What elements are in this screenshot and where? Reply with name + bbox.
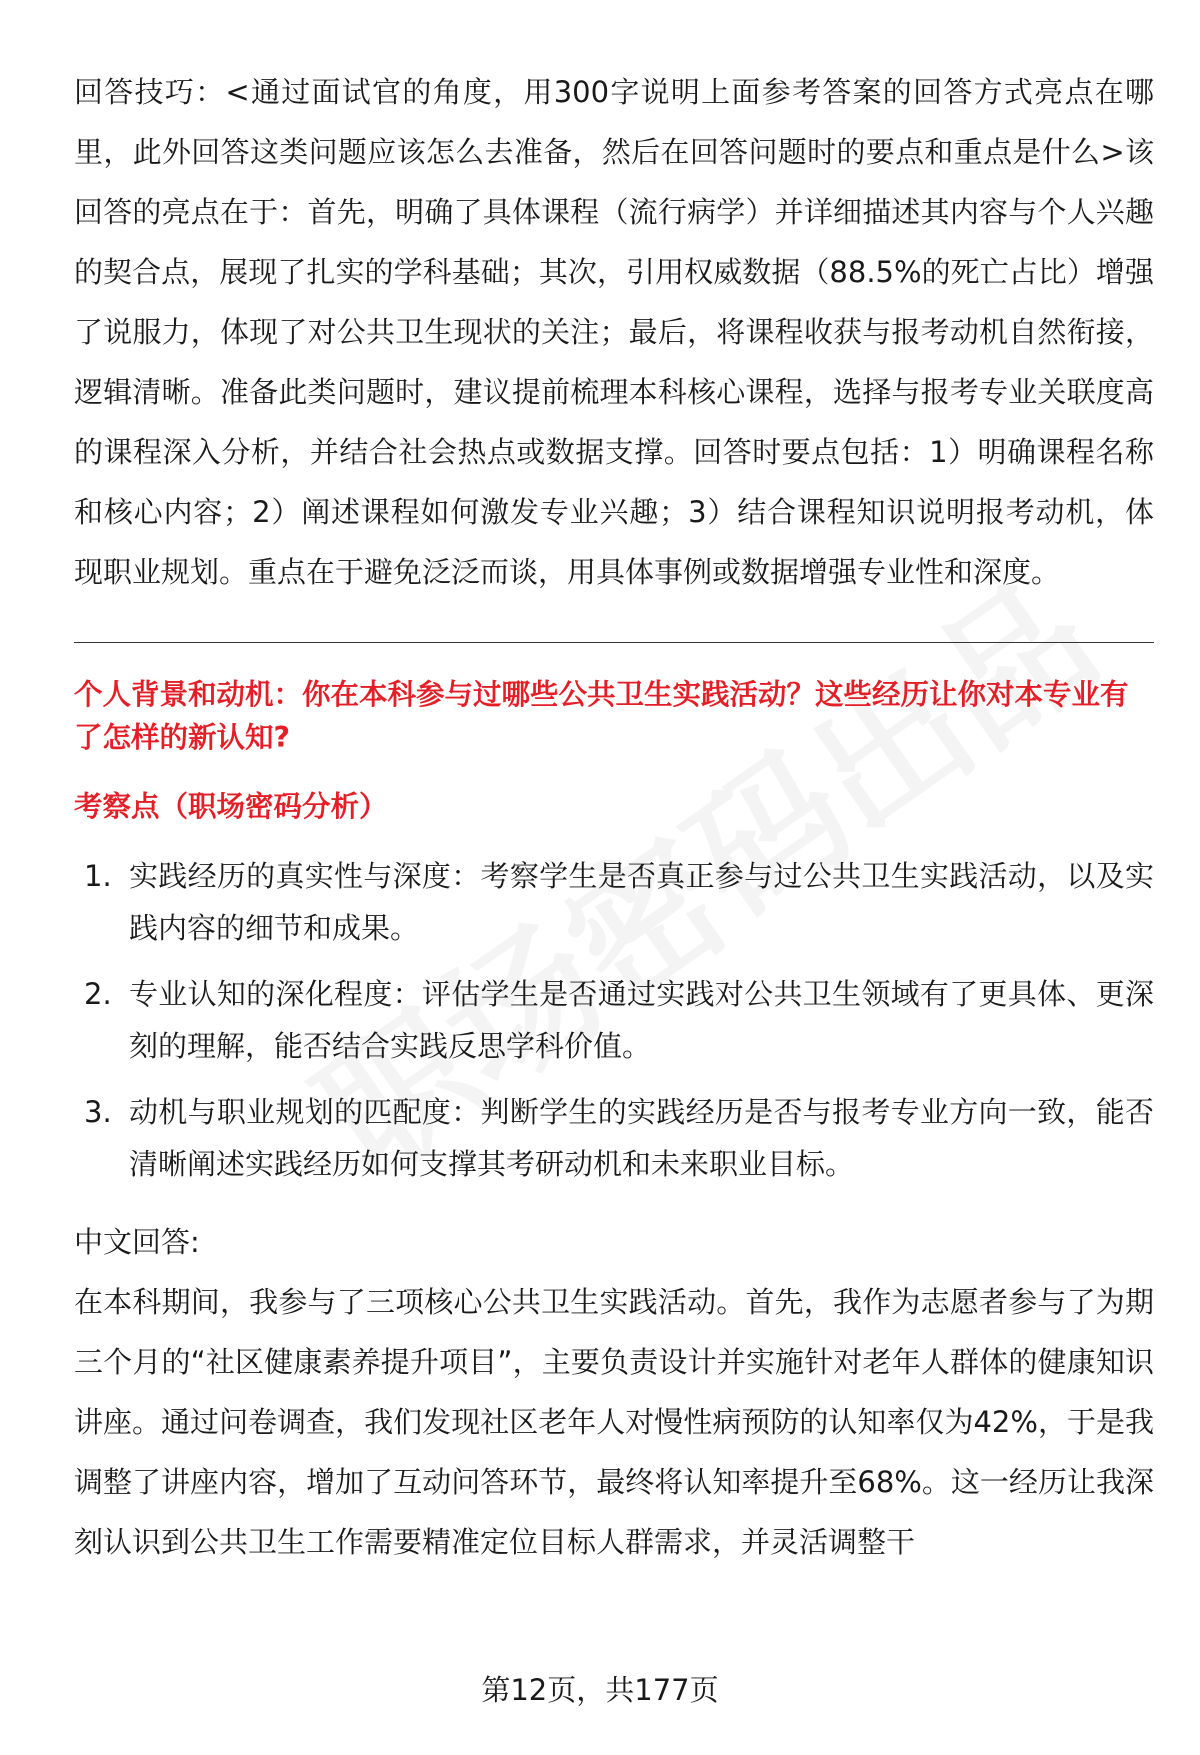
section-divider [74, 642, 1154, 643]
interview-question: 个人背景和动机：你在本科参与过哪些公共卫生实践活动？这些经历让你对本专业有了怎样的新认知? [74, 678, 1129, 754]
point-text: 实践经历的真实性与深度：考察学生是否真正参与过公共卫生实践活动，以及实践内容的细节和成果。 [129, 859, 1154, 945]
document-page [74, 62, 1154, 1572]
assessment-point [74, 850, 1154, 954]
assessment-point [74, 1086, 1154, 1190]
page-footer: 第12页，共177页 [481, 1673, 719, 1707]
answer-heading: 中文回答: [74, 1225, 200, 1259]
assessment-points-list [74, 850, 1154, 1190]
answer-paragraph: 在本科期间，我参与了三项核心公共卫生实践活动。首先，我作为志愿者参与了为期三个月的“社区健康素养提升项目”，主要负责设计并实施针对老年人群体的健康知识讲座。通过问卷调查，我们发现社区老年人对慢性病预防的认知率仅为42%，于是我调整了讲座内容，增加了互动问答环节，最终将认知率提升至68%。这一经历让我深刻认识到公共卫生工作需要精准定位目标人群需求，并灵活调整干 [74, 1285, 1154, 1559]
point-text: 动机与职业规划的匹配度：判断学生的实践经历是否与报考专业方向一致，能否清晰阐述实践经历如何支撑其考研动机和未来职业目标。 [129, 1095, 1154, 1181]
assessment-heading: 考察点（职场密码分析） [74, 790, 388, 823]
assessment-point [74, 968, 1154, 1072]
point-text: 专业认知的深化程度：评估学生是否通过实践对公共卫生领域有了更具体、更深刻的理解，能否结合实践反思学科价值。 [129, 977, 1154, 1063]
point-number: 2. [84, 977, 112, 1011]
answer-tips-paragraph: 回答技巧：<通过面试官的角度，用300字说明上面参考答案的回答方式亮点在哪里，此外回答这类问题应该怎么去准备，然后在回答问题时的要点和重点是什么>该回答的亮点在于：首先，明确了具体课程（流行病学）并详细描述其内容与个人兴趣的契合点，展现了扎实的学科基础；其次，引用权威数据（88.5%的死亡占比）增强了说服力，体现了对公共卫生现状的关注；最后，将课程收获与报考动机自然衔接，逻辑清晰。准备此类问题时，建议提前梳理本科核心课程，选择与报考专业关联度高的课程深入分析，并结合社会热点或数据支撑。回答时要点包括：1）明确课程名称和核心内容；2）阐述课程如何激发专业兴趣；3）结合课程知识说明报考动机，体现职业规划。重点在于避免泛泛而谈，用具体事例或数据增强专业性和深度。 [74, 75, 1154, 589]
point-number: 3. [84, 1095, 112, 1129]
point-number: 1. [84, 859, 112, 893]
